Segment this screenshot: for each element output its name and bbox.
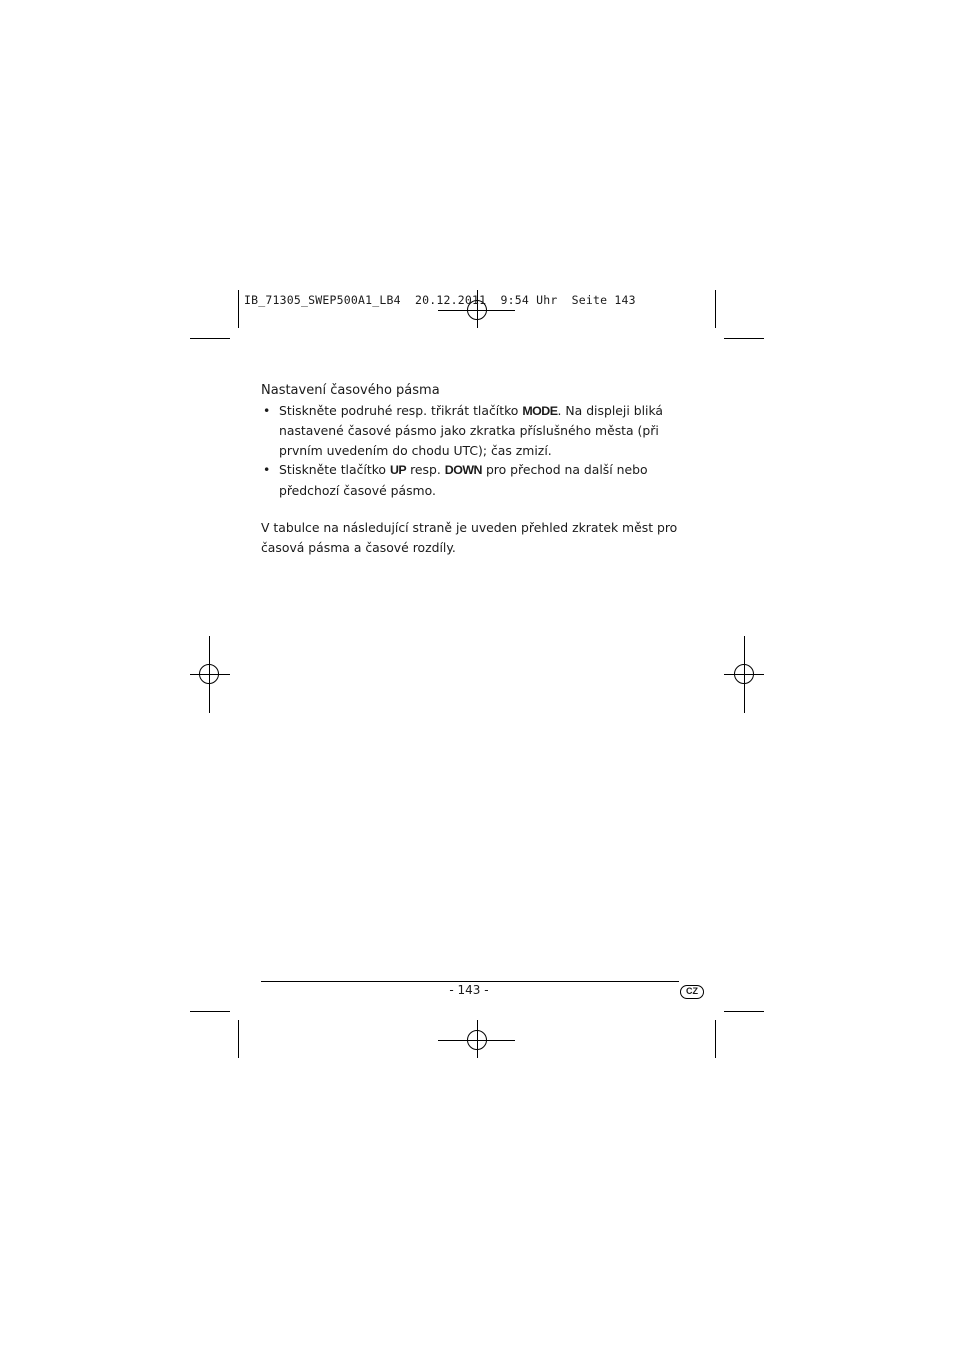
body-paragraph: V tabulce na následující straně je uveden přehled zkratek měst pro časová pásma a časové rozdíly.	[261, 520, 678, 555]
registration-circle	[199, 664, 219, 684]
crop-mark	[238, 290, 239, 328]
language-badge: CZ	[680, 985, 704, 999]
mode-key-label: MODE	[522, 403, 558, 418]
registration-circle	[467, 1030, 487, 1050]
text-span: . Na displeji bliká nastavené časové pásmo jako zkratka příslušného města (při prvním uvedením do chodu UTC); čas zmizí.	[279, 402, 664, 458]
registration-circle	[734, 664, 754, 684]
crop-mark	[190, 1011, 230, 1012]
text-span: Stiskněte tlačítko	[279, 462, 390, 477]
crop-mark	[715, 1020, 716, 1058]
text-span: pro přechod na další nebo předchozí časové pásmo.	[279, 462, 648, 498]
crop-mark	[715, 290, 716, 328]
crop-mark	[238, 1020, 239, 1058]
section-heading: Nastavení časového pásma	[261, 383, 440, 398]
text-span: Stiskněte podruhé resp. třikrát tlačítko	[279, 402, 523, 418]
list-item	[261, 460, 681, 500]
bullet-icon: •	[263, 462, 271, 477]
main-content	[261, 381, 681, 557]
bullet-icon: •	[263, 402, 271, 418]
crop-mark	[724, 338, 764, 339]
page-number: - 143 -	[449, 983, 489, 997]
up-key-label: UP	[389, 463, 407, 477]
footer-rule	[261, 981, 679, 982]
crop-mark	[724, 1011, 764, 1012]
bullet-list	[261, 401, 681, 501]
down-key-label: DOWN	[444, 463, 482, 477]
text-span: resp.	[406, 462, 445, 477]
print-slug: IB_71305_SWEP500A1_LB4 20.12.2011 9:54 Uhr Seite 143	[244, 293, 636, 307]
list-item	[261, 401, 681, 461]
crop-mark	[190, 338, 230, 339]
